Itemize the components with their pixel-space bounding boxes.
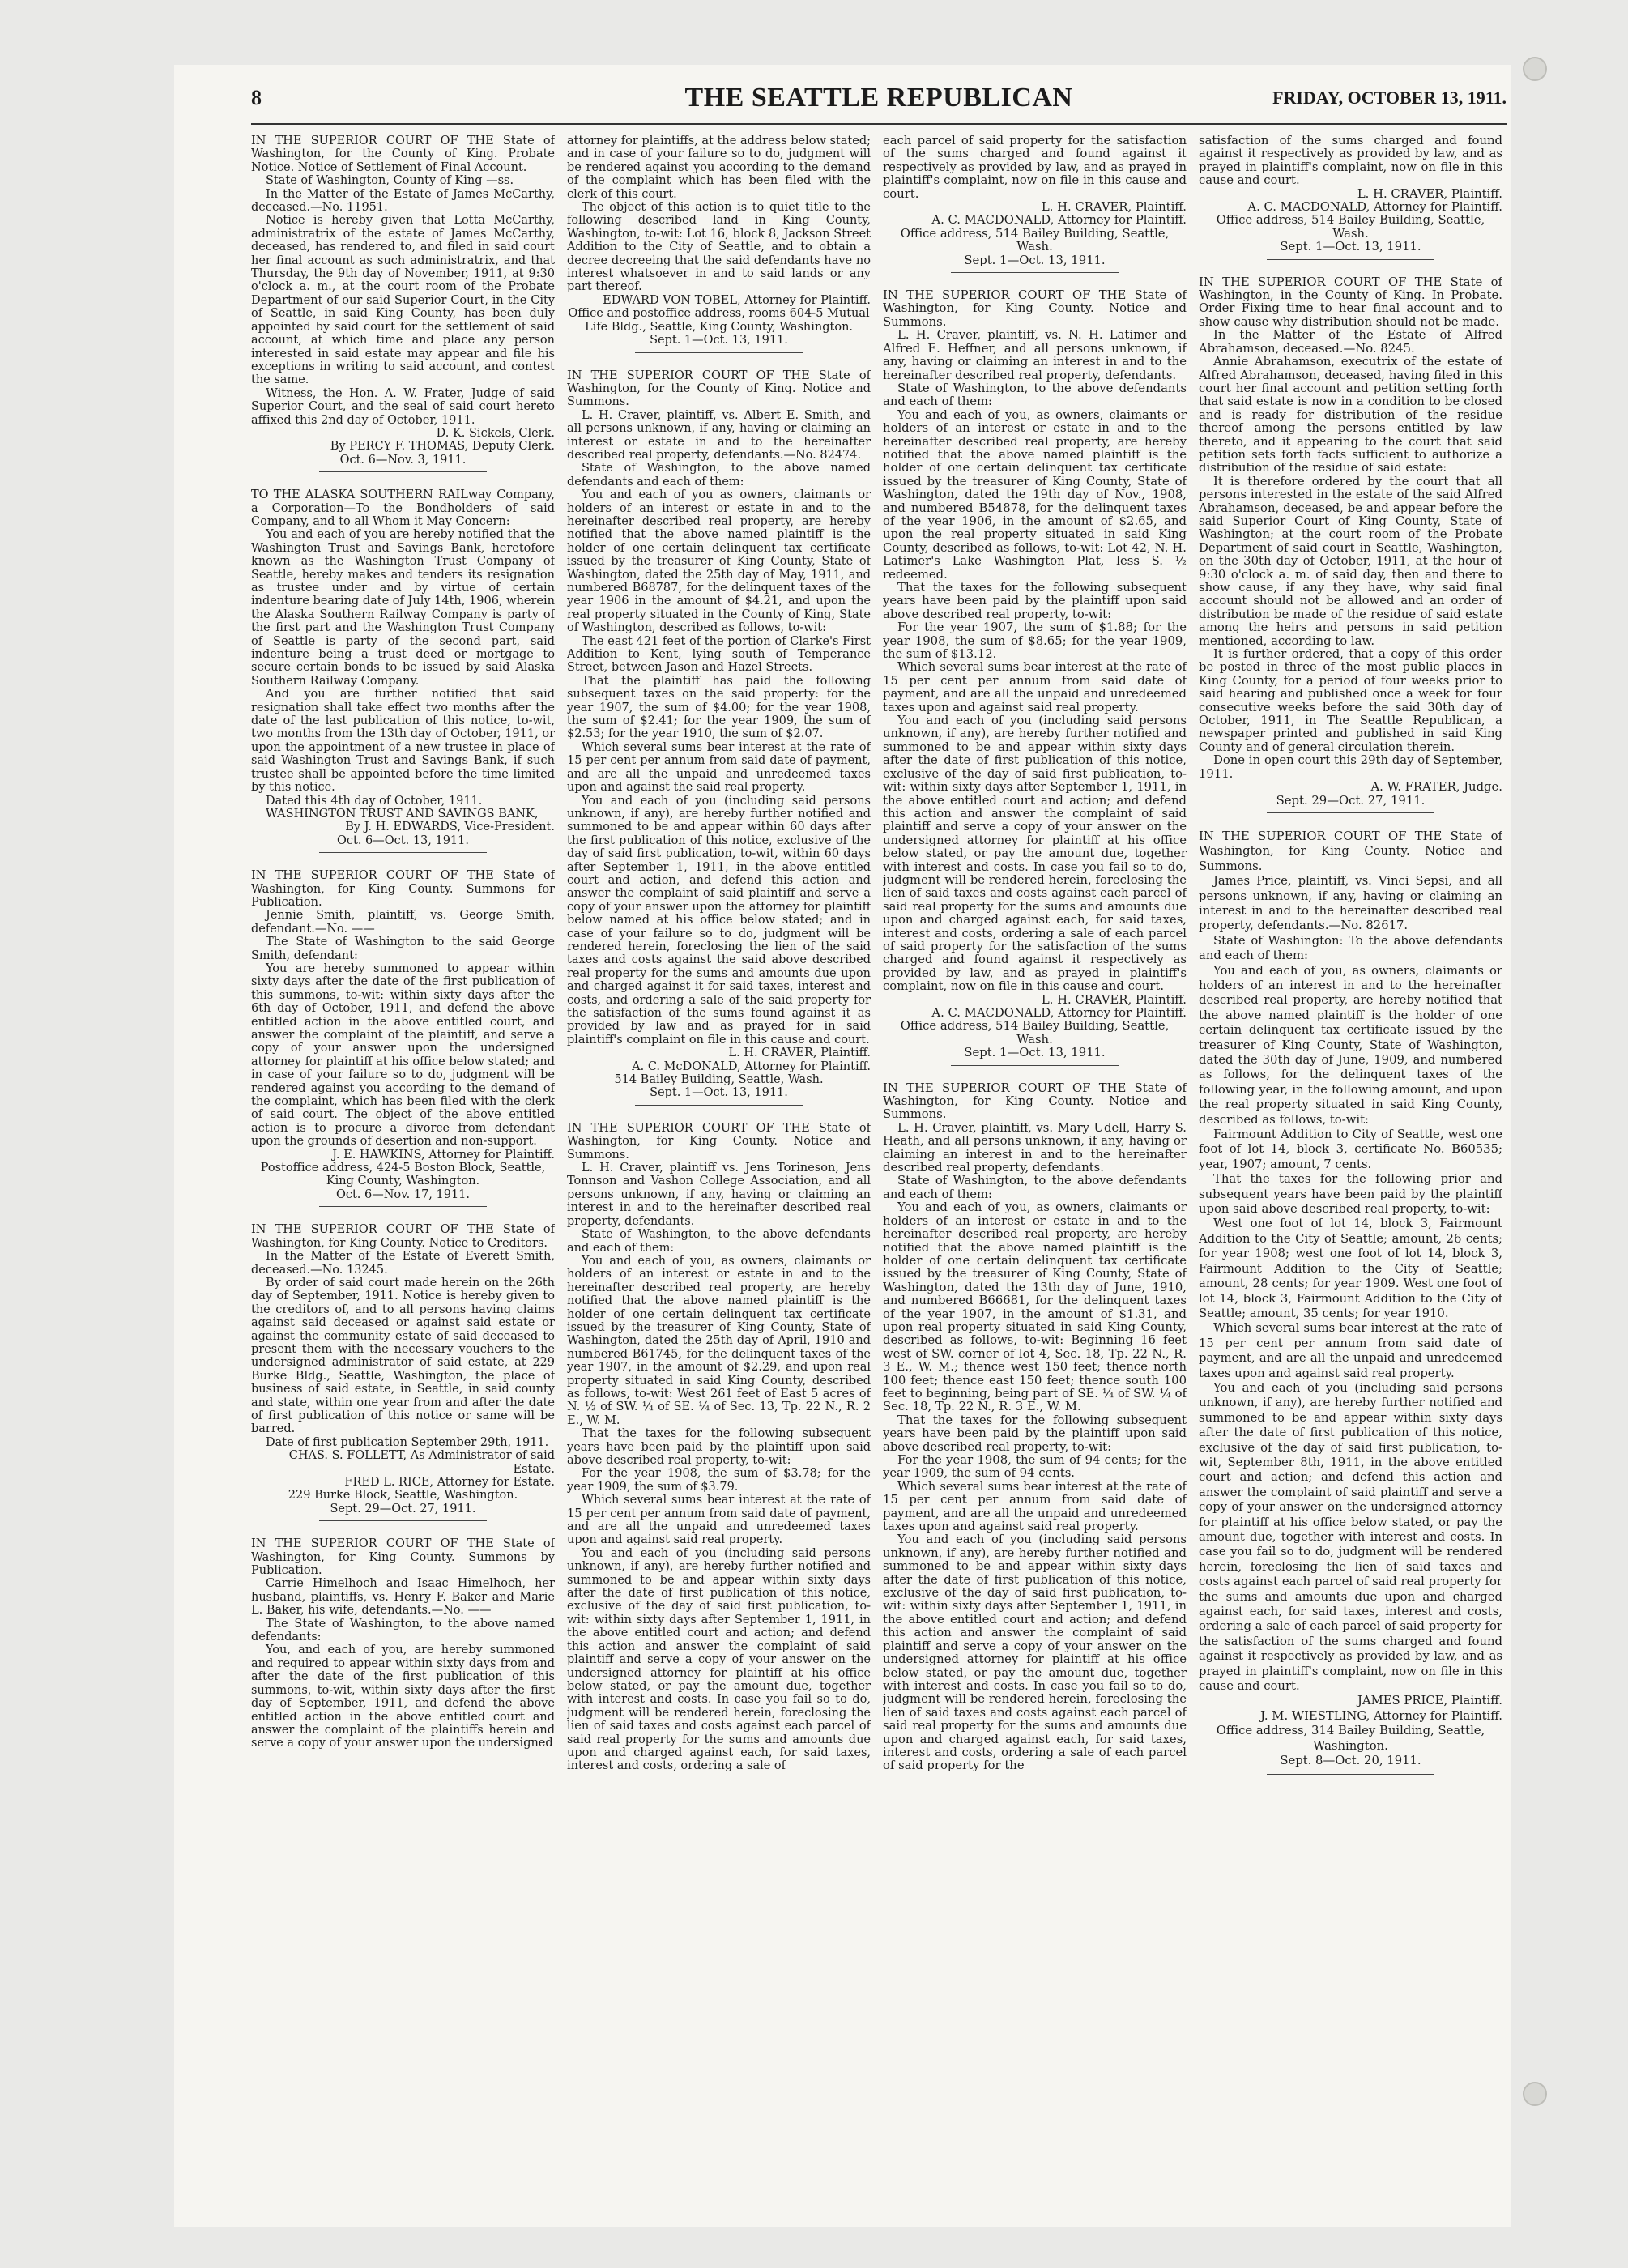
notice-address: Office and postoffice address, rooms 604-5 Mutual Life Bldg., Seattle, King County, Washington. [568, 307, 870, 334]
legal-notice [251, 488, 555, 853]
notice-paragraph: Carrie Himelhoch and Isaac Himelhoch, her husband, plaintiffs, vs. Henry F. Baker and Marie L. Baker, his wife, defendants.—No. —— [251, 1577, 555, 1618]
legal-notice [567, 134, 871, 353]
notice-paragraph: Which several sums bear interest at the rate of 15 per cent per annum from said date of payment, and are all the unpaid and unredeemed taxes upon and against said real property. [883, 660, 1187, 714]
notice-separator [1267, 259, 1434, 260]
notice-paragraph: Annie Abrahamson, executrix of the estate of Alfred Abrahamson, deceased, having filed in this court her final account and petition setting forth that said estate is now in a condition to be closed and is ready for distribution of the residue thereof among the persons entitled by law thereto, and it appearing to the court that said petition sets forth facts sufficient to authorize a distribution of the residue of said estate: [1199, 355, 1502, 475]
notice-separator [319, 1520, 486, 1521]
notice-heading: IN THE SUPERIOR COURT OF THE State of Washington, for King County. Notice and Summons. [1199, 829, 1502, 873]
notice-paragraph: Date of first publication September 29th, 1911. [266, 1435, 549, 1449]
notice-paragraph: And you are further notified that said resignation shall take effect two months after the date of the last publication of this notice, to-wit, two months from the 13th day of October, 1911, or upon the appointment of a new trustee in place of said Washington Trust and Savings Bank, if such trustee shall be appointed before the time limited by this notice. [251, 688, 555, 795]
notice-signature: A. C. MACDONALD, Attorney for Plaintiff. [931, 213, 1187, 228]
column-2 [567, 134, 871, 2208]
publication-dates: Oct. 6—Nov. 17, 1911. [335, 1187, 471, 1201]
notice-heading: IN THE SUPERIOR COURT OF THE State of Washington, for the County of King. Notice and Summons. [567, 369, 871, 409]
notice-heading: satisfaction of the sums charged and found against it respectively as provided by law, and as prayed in plaintiff's complaint, now on file in this cause and court. [1199, 134, 1502, 188]
legal-notice [883, 134, 1187, 273]
notice-heading: IN THE SUPERIOR COURT OF THE State of Washington, in the County of King. In Probate. Order Fixing time to hear final account and to show cause why distribution should not be made. [1199, 275, 1502, 329]
notice-paragraph: You and each of you, as owners, claimants or holders of an interest or estate in and to the hereinafter described real property, are hereby notified that the above named plaintiff is the holder of one certain delinquent tax certificate issued by the treasurer of King County, State of Washington, dated the 13th day of June, 1910, and numbered B66681, for the delinquent taxes of the year 1907, in the amount of $1.31, and upon real property situated in said King County, described as follows, to-wit: Beginning 16 feet west of SW. corner of lot 4, Sec. 18, Tp. 22 N., R. 3 E., W. M.; thence west 150 feet; thence north 100 feet; thence east 150 feet; thence south 100 feet to beginning, being part of SE. ¼ of SW. ¼ of Sec. 18, Tp. 22 N., R. 3 E., W. M. [883, 1200, 1187, 1414]
legal-notice [251, 869, 555, 1207]
notice-paragraph: The State of Washington to the said George Smith, defendant: [251, 936, 555, 962]
notice-paragraph: For the year 1908, the sum of 94 cents; for the year 1909, the sum of 94 cents. [883, 1453, 1187, 1481]
publication-dates: Sept. 1—Oct. 13, 1911. [964, 1046, 1106, 1060]
notice-paragraph: By order of said court made herein on the 26th day of September, 1911. Notice is hereby given to the creditors of, and to all persons having claims against said deceased or against said estate or against the community estate of said deceased to present them with the necessary vouchers to the undersigned administrator of said estate, at 229 Burke Bldg., Seattle, Washington, the place of business of said estate, in Seattle, in said county and state, within one year from and after the date of first publication of this notice or same will be barred. [251, 1276, 555, 1436]
notice-paragraph: State of Washington, County of King —ss. [266, 174, 514, 188]
notice-signature: By PERCY F. THOMAS, Deputy Clerk. [330, 440, 555, 454]
notice-signature: L. H. CRAVER, Plaintiff. [1041, 992, 1187, 1007]
notice-signature: A. C. MACDONALD, Attorney for Plaintiff. [1247, 200, 1502, 215]
notice-paragraph: In the Matter of the Estate of Alfred Abrahamson, deceased.—No. 8245. [1199, 328, 1502, 356]
notice-paragraph: State of Washington, to the above defendants and each of them: [883, 381, 1187, 409]
notice-paragraph: You and each of you (including said persons unknown, if any), are hereby further notified and summoned to be and appear within sixty days after the date of first publication of this notice, exclusive of the day of said first publication, to-wit: within sixty days after September 1, 1911, in the above entitled court and action; and defend this action and answer the complaint of said plaintiff and serve a copy of your answer on the undersigned attorney for plaintiff at his office below stated, or pay the amount due, together with interest and costs. In case you fail so to do, judgment will be rendered herein, foreclosing the lien of said taxes and costs against each parcel of said real property for the sums and amounts due upon and charged against each, for said taxes, interest and costs, ordering a sale of each parcel of said property for the [883, 1533, 1187, 1773]
notice-paragraph: You and each of you are hereby notified that the Washington Trust and Savings Bank, heretofore known as the Washington Trust Company of Seattle, hereby makes and tenders its resignation as trustee under and by virtue of certain indenture bearing date of July 14th, 1906, wherein the Alaska Southern Railway Company is party of the first part and the Washington Trust Company of Seattle is party of the second part, said indenture being a trust deed or mortgage to secure certain bonds to be issued by said Alaska Southern Railway Company. [251, 528, 555, 688]
notice-paragraph: You and each of you, as owners, claimants or holders of an interest or estate in and to the hereinafter described real property, are hereby notified that the above named plaintiff is the holder of one certain delinquent tax certificate issued by the treasurer of King County, State of Washington, dated the 19th day of Nov., 1908, and numbered B54878, for the delinquent taxes of the year 1906, in the amount of $2.65, and upon the real property situated in said King County, described as follows, to-wit: Lot 42, N. H. Latimer's Lake Washington Plat, less S. ½ redeemed. [883, 407, 1187, 582]
newspaper-page [174, 65, 1511, 2228]
notice-paragraph: Which several sums bear interest at the rate of 15 per cent per annum from said date of payment, and are all the unpaid and unredeemed taxes upon and against said real property. [883, 1479, 1187, 1534]
notice-signature: JAMES PRICE, Plaintiff. [1357, 1694, 1502, 1708]
notice-paragraph: Which several sums bear interest at the rate of 15 per cent per annum from said date of payment, and are all the unpaid and unredeemed taxes upon and against said real property. [1199, 1321, 1502, 1380]
publication-dates: Oct. 6—Oct. 13, 1911. [336, 833, 469, 847]
publication-dates: Sept. 29—Oct. 27, 1911. [1276, 793, 1426, 808]
notice-heading: IN THE SUPERIOR COURT OF THE State of Washington, for King County. Notice and Summons. [567, 1121, 871, 1162]
binder-hole-bottom [1523, 2082, 1547, 2106]
notice-signature: L. H. CRAVER, Plaintiff. [1041, 200, 1187, 215]
legal-notice [1199, 134, 1502, 260]
notice-signature: A. C. McDONALD, Attorney for Plaintiff. [632, 1059, 871, 1073]
notice-paragraph: Jennie Smith, plaintiff, vs. George Smith, defendant.—No. —— [251, 909, 555, 936]
legal-notice [567, 369, 871, 1106]
publication-dates: Sept. 1—Oct. 13, 1911. [650, 1086, 788, 1100]
notice-paragraph: For the year 1908, the sum of $3.78; for the year 1909, the sum of $3.79. [567, 1467, 871, 1494]
notice-signature: J. M. WIESTLING, Attorney for Plaintiff. [1260, 1708, 1502, 1723]
notice-address: Office address, 314 Bailey Building, Seattle, Washington. [1216, 1724, 1485, 1753]
notice-heading: IN THE SUPERIOR COURT OF THE State of Washington, for King County. Notice and Summons. [883, 288, 1187, 329]
notice-paragraph: State of Washington: To the above defendants and each of them: [1199, 933, 1502, 963]
notice-paragraph: You and each of you, as owners, claimants or holders of an interest or estate in and to the hereinafter described real property, are hereby notified that the above named plaintiff is the holder of one certain delinquent tax certificate issued by the treasurer of King County, State of Washington, dated the 25th day of April, 1910 and numbered B61745, for the delinquent taxes of the year 1907, in the amount of $2.29, and upon real property situated in said King County, described as follows, to-wit: West 261 feet of East 5 acres of N. ½ of SW. ¼ of SE. ¼ of Sec. 13, Tp. 22 N., R. 2 E., W. M. [567, 1254, 871, 1427]
publication-dates: Sept. 29—Oct. 27, 1911. [330, 1502, 476, 1516]
notice-separator [319, 1206, 486, 1207]
notice-signature: EDWARD VON TOBEL, Attorney for Plaintiff. [603, 293, 871, 307]
column-1 [251, 134, 555, 2208]
masthead-rule [251, 123, 1507, 125]
notice-paragraph: L. H. Craver, plaintiff, vs. Albert E. Smith, and all persons unknown, if any, having or claiming an interest or estate in and to the hereinafter described real property, defendants.—No. 82474. [567, 408, 871, 462]
notice-signature: A. W. FRATER, Judge. [1370, 780, 1502, 795]
notice-paragraph: You and each of you (including said persons unknown, if any), are hereby further notified and summoned to be and appear within sixty days after the date of first publication of this notice, exclusive of the day of said first publication, to-wit, September 8th, 1911, in the above entitled court and action; and defend this action and answer the complaint of said plaintiff and serve a copy of your answer on the undersigned attorney for plaintiff at his office below stated, or pay the amount due, together with interest and costs. In case you fail so to do, judgment will be rendered herein, foreclosing the lien of said taxes and costs against each parcel of said real property for the sums and amounts due upon and charged against each, for said taxes, interest and costs, ordering a sale of each parcel of said property for the satisfaction of the sums charged and found against it respectively as provided by law, and as prayed in plaintiff's complaint, now on file in this cause and court. [1199, 1380, 1502, 1694]
notice-signature: By J. H. EDWARDS, Vice-President. [345, 821, 555, 834]
notice-address: 229 Burke Block, Seattle, Washington. [288, 1489, 518, 1503]
notice-separator [1267, 1774, 1434, 1775]
notice-signature: L. H. CRAVER, Plaintiff. [728, 1047, 871, 1060]
notice-paragraph: State of Washington, to the above defendants and each of them: [567, 1228, 871, 1255]
notice-heading: each parcel of said property for the satisfaction of the sums charged and found against it respectively as provided by law, and as prayed in plaintiff's complaint, now on file in this cause and court. [883, 134, 1187, 201]
legal-notice [251, 134, 555, 472]
notice-separator [1267, 812, 1434, 813]
binder-hole-top [1523, 57, 1547, 81]
notice-signature: A. C. MACDONALD, Attorney for Plaintiff. [931, 1006, 1187, 1020]
notice-paragraph: Dated this 4th day of October, 1911. [266, 794, 483, 808]
column-4 [1199, 134, 1502, 2208]
notice-paragraph: You and each of you (including said persons unknown, if any), are hereby further notified and summoned to be and appear within sixty days after the date of first publication of this notice, exclusive of the day of said first publication, to-wit: within sixty days after September 1, 1911, in the above entitled court and action; and defend this action and answer the complaint of said plaintiff and serve a copy of your answer on the undersigned attorney for plaintiff at his office below stated, or pay the amount due, together with interest and costs. In case you fail so to do, judgment will be rendered herein, foreclosing the lien of said taxes and costs against each parcel of said real property for the sums and amounts due upon and charged against each, for said taxes, interest and costs, ordering a sale of each parcel of said property for the satisfaction of the sums charged and found against it respectively as provided by law, and as prayed in plaintiff's complaint, now on file in this cause and court. [883, 714, 1187, 994]
issue-date: FRIDAY, OCTOBER 13, 1911. [1272, 87, 1507, 108]
notice-heading: TO THE ALASKA SOUTHERN RAILway Company, a Corporation—To the Bondholders of said Company, and to all Whom it May Concern: [251, 488, 555, 528]
publication-dates: Sept. 1—Oct. 13, 1911. [650, 334, 788, 347]
notice-paragraph: State of Washington, to the above named defendants and each of them: [567, 462, 871, 488]
publication-dates: Sept. 8—Oct. 20, 1911. [1280, 1754, 1421, 1768]
notice-address: Postoffice address, 424-5 Boston Block, Seattle, King County, Washington. [260, 1162, 546, 1188]
notice-paragraph: Which several sums bear interest at the rate of 15 per cent per annum from said date of payment, and are all the unpaid and unredeemed taxes upon and against said real property. [567, 1494, 871, 1547]
notice-signature: CHAS. S. FOLLETT, As Administrator of said Estate. [288, 1449, 555, 1476]
notice-paragraph: L. H. Craver, plaintiff, vs. Mary Udell, Harry S. Heath, and all persons unknown, if any, having or claiming an interest in and to the hereinafter described real property, defendants. [883, 1120, 1187, 1175]
notice-paragraph: In the Matter of the Estate of James McCarthy, deceased.—No. 11951. [251, 187, 555, 215]
newspaper-title: THE SEATTLE REPUBLICAN [684, 83, 1073, 113]
notice-paragraph: Witness, the Hon. A. W. Frater, Judge of said Superior Court, and the seal of said court hereto affixed this 2nd day of October, 1911. [251, 386, 555, 427]
notice-paragraph: L. H. Craver, plaintiff vs. Jens Torineson, Jens Tonnson and Vashon College Association, and all persons unknown, if any, having or claiming an interest in and to the hereinafter described real property, defendants. [567, 1162, 871, 1228]
masthead [251, 79, 1507, 117]
notice-separator [635, 1105, 802, 1106]
notice-paragraph: It is further ordered, that a copy of this order be posted in three of the most public places in King County, for a period of four weeks prior to said hearing and published once a week for four consecutive weeks before the said 30th day of October, 1911, in The Seattle Republican, a newspaper printed and published in said King County and of general circulation therein. [1199, 647, 1502, 754]
notice-separator [319, 471, 486, 472]
notice-heading: attorney for plaintiffs, at the address below stated; and in case of your failure so to do, judgment will be rendered against you according to the demand of the complaint which has been filed with the clerk of this court. [567, 134, 871, 201]
notice-address: 514 Bailey Building, Seattle, Wash. [614, 1073, 824, 1087]
legal-notice [883, 1082, 1187, 1773]
notice-signature: FRED L. RICE, Attorney for Estate. [344, 1476, 555, 1489]
legal-notice [251, 1223, 555, 1521]
notice-paragraph: That the taxes for the following subsequent years have been paid by the plaintiff upon said above described real property, to-wit: [883, 581, 1187, 621]
notice-paragraph: The object of this action is to quiet title to the following described land in King County, Washington, to-wit: Lot 16, block 8, Jackson Street Addition to the City of Seattle, and to obtain a decree decreeing that the said defendants have no interest whatsoever in and to said lands or any part thereof. [567, 201, 871, 294]
notice-separator [951, 1065, 1118, 1066]
notice-paragraph: The east 421 feet of the portion of Clarke's First Addition to Kent, lying south of Temperance Street, between Jason and Hazel Streets. [567, 634, 871, 675]
notice-separator [635, 352, 802, 353]
notice-heading: IN THE SUPERIOR COURT OF THE State of Washington, for King County. Notice and Summons. [883, 1081, 1187, 1122]
notice-paragraph: WASHINGTON TRUST AND SAVINGS BANK, [266, 807, 539, 821]
notice-paragraph: You and each of you (including said persons unknown, if any), are hereby further notified and summoned to be and appear within sixty days after the date of first publication of this notice, exclusive of the day of said first publication, to-wit: within sixty days after September 1, 1911, in the above entitled court and action; and defend this action and answer the complaint of said plaintiff and serve a copy of your answer on the undersigned attorney for plaintiff at his office below stated, or pay the amount due, together with interest and costs. In case you fail so to do, judgment will be rendered herein, foreclosing the lien of said taxes and costs against each parcel of said real property for the sums and amounts due upon and charged against each, for said taxes, interest and costs, ordering a sale of [567, 1546, 871, 1773]
notice-separator [319, 852, 486, 853]
notice-paragraph: You and each of you as owners, claimants or holders of an interest or estate in and to the hereinafter described real property, are hereby notified that the above named plaintiff is the holder of one certain delinquent tax certificate issued by the treasurer of King County, State of Washington, dated the 25th day of May, 1911, and numbered B68787, for the delinquent taxes of the year 1906 in the amount of $4.21, and upon the real property situated in the County of King, State of Washington, described as follows, to-wit: [567, 488, 871, 635]
notice-paragraph: L. H. Craver, plaintiff, vs. N. H. Latimer and Alfred E. Heffner, and all persons unknown, if any, having or claiming an interest in and to the hereinafter described real property, defendants. [883, 328, 1187, 382]
notice-paragraph: James Price, plaintiff, vs. Vinci Sepsi, and all persons unknown, if any, having or claiming an interest in and to the hereinafter described real property, defendants.—No. 82617. [1199, 874, 1502, 933]
column-3 [883, 134, 1187, 2208]
notice-signature: J. E. HAWKINS, Attorney for Plaintiff. [332, 1148, 555, 1162]
notice-paragraph: West one foot of lot 14, block 3, Fairmount Addition to the City of Seattle; amount, 26 cents; for year 1908; west one foot of lot 14, block 3, Fairmount Addition to the City of Seattle; amount, 28 cents; for year 1909. West one foot of lot 14, block 3, Fairmount Addition to the City of Seattle; amount, 35 cents; for year 1910. [1199, 1217, 1502, 1320]
notice-signature: L. H. CRAVER, Plaintiff. [1357, 186, 1502, 201]
notice-paragraph: That the plaintiff has paid the following subsequent taxes on the said property: for the year 1907, the sum of $4.00; for the year 1908, the sum of $2.41; for the year 1909, the sum of $2.53; for the year 1910, the sum of $2.07. [567, 674, 871, 741]
notice-heading: IN THE SUPERIOR COURT OF THE State of Washington, for King County. Summons by Publication. [251, 1537, 555, 1578]
legal-notice [1199, 829, 1502, 1775]
notice-paragraph: State of Washington, to the above defendants and each of them: [883, 1174, 1187, 1201]
notice-paragraph: That the taxes for the following subsequent years have been paid by the plaintiff upon said above described real property, to-wit: [567, 1427, 871, 1467]
notice-paragraph: In the Matter of the Estate of Everett Smith, deceased.—No. 13245. [251, 1250, 555, 1277]
notice-address: Office address, 514 Bailey Building, Seattle, Wash. [900, 226, 1170, 254]
notice-paragraph: Which several sums bear interest at the rate of 15 per cent per annum from said date of payment, and are all the unpaid and unredeemed taxes upon and against the said real property. [567, 740, 871, 795]
notice-paragraph: That the taxes for the following subsequent years have been paid by the plaintiff upon said above described real property, to-wit: [883, 1413, 1187, 1454]
notice-paragraph: That the taxes for the following prior and subsequent years have been paid by the plaintiff upon said above described real property, to-wit: [1199, 1172, 1502, 1217]
notice-heading: IN THE SUPERIOR COURT OF THE State of Washington, for the County of King. Probate Notice. Notice of Settlement of Final Account. [251, 134, 555, 174]
legal-notice [883, 289, 1187, 1066]
notice-paragraph: Fairmount Addition to City of Seattle, west one foot of lot 14, block 3, certificate No. B60535; year, 1907; amount, 7 cents. [1199, 1128, 1502, 1171]
publication-dates: Oct. 6—Nov. 3, 1911. [339, 453, 467, 467]
notice-paragraph: Done in open court this 29th day of September, 1911. [1199, 753, 1502, 781]
notice-paragraph: The State of Washington, to the above named defendants: [251, 1617, 555, 1644]
notice-heading: IN THE SUPERIOR COURT OF THE State of Washington, for King County. Notice to Creditors. [251, 1223, 555, 1250]
notice-address: Office address, 514 Bailey Building, Seattle, Wash. [1216, 213, 1485, 241]
publication-dates: Sept. 1—Oct. 13, 1911. [1280, 240, 1421, 254]
legal-notice [567, 1122, 871, 1773]
notice-paragraph: You and each of you (including said persons unknown, if any), are hereby further notified and summoned to be and appear within 60 days after the first publication of this notice, exclusive of the day of said first publication, to-wit, within 60 days after September 1, 1911, in the above entitled court and action, and defend this action and answer the complaint of said plaintiff and serve a copy of your answer upon the attorney for plaintiff below named at his office below stated; and in case of your failure so to do, judgment will be rendered herein, foreclosing the lien of the said taxes and costs against the said above described real property for the sums and amounts due upon and charged against it for said taxes, interest and costs, and ordering a sale of the said property for the satisfaction of the sums found against it as provided by law and as prayed for in said plaintiff's complaint on file in this cause and court. [567, 794, 871, 1047]
notice-paragraph: For the year 1907, the sum of $1.88; for the year 1908, the sum of $8.65; for the year 1909, the sum of $13.12. [883, 620, 1187, 662]
notice-separator [951, 272, 1118, 273]
notice-heading: IN THE SUPERIOR COURT OF THE State of Washington, for King County. Summons for Publication. [251, 869, 555, 909]
legal-notice [1199, 276, 1502, 813]
notice-signature: D. K. Sickels, Clerk. [436, 426, 555, 440]
notice-address: Office address, 514 Bailey Building, Seattle, Wash. [900, 1019, 1170, 1047]
legal-notice [251, 1537, 555, 1750]
notice-paragraph: Notice is hereby given that Lotta McCarthy, administratrix of the estate of James McCarthy, deceased, has rendered to, and filed in said court her final account as such administratrix, and that Thursday, the 9th day of November, 1911, at 9:30 o'clock a. m., at the court room of the Probate Department of our said Superior Court, in the City of Seattle, in said King County, has been duly appointed by said court for the settlement of said account, at which time and place any person interested in said estate may appear and file his exceptions in writing to said account, and contest the same. [251, 214, 555, 387]
notice-paragraph: You, and each of you, are hereby summoned and required to appear within sixty days from and after the date of the first publication of this summons, to-wit, within sixty days after the first day of September, 1911, and defend the above entitled action in the above entitled court and answer the complaint of the plaintiffs herein and serve a copy of your answer upon the undersigned [251, 1643, 555, 1750]
notice-paragraph: You are hereby summoned to appear within sixty days after the date of the first publication of this summons, to-wit: within sixty days after the 6th day of October, 1911, and defend the above entitled action in the above entitled court, and answer the complaint of the plaintiff, and serve a copy of your answer upon the undersigned attorney for plaintiff at his office below stated; and in case of your failure so to do, judgment will be rendered against you according to the demand of the complaint, which has been filed with the clerk of said court. The object of the above entitled action is to procure a divorce from defendant upon the grounds of desertion and non-support. [251, 961, 555, 1149]
notice-paragraph: It is therefore ordered by the court that all persons interested in the estate of the said Alfred Abrahamson, deceased, be and appear before the said Superior Court of King County, State of Washington; at the court room of the Probate Department of said court in Seattle, Washington, on the 30th day of October, 1911, at the hour of 9:30 o'clock a. m. of said day, then and there to show cause, if any they have, why said final account should not be allowed and an order of distribution be made of the residue of said estate among the heirs and persons in said petition mentioned, according to law. [1199, 474, 1502, 648]
page-number: 8 [251, 86, 262, 109]
notice-paragraph: You and each of you, as owners, claimants or holders of an interest in and to the hereinafter described real property, are hereby notified that the above named plaintiff is the holder of one certain delinquent tax certificate issued by the treasurer of King County, State of Washington, dated the 30th day of June, 1909, and numbered as follows, for the delinquent taxes of the following year, in the following amount, and upon the real property situated in said King County, described as follows, to-wit: [1199, 963, 1502, 1127]
publication-dates: Sept. 1—Oct. 13, 1911. [964, 253, 1106, 267]
